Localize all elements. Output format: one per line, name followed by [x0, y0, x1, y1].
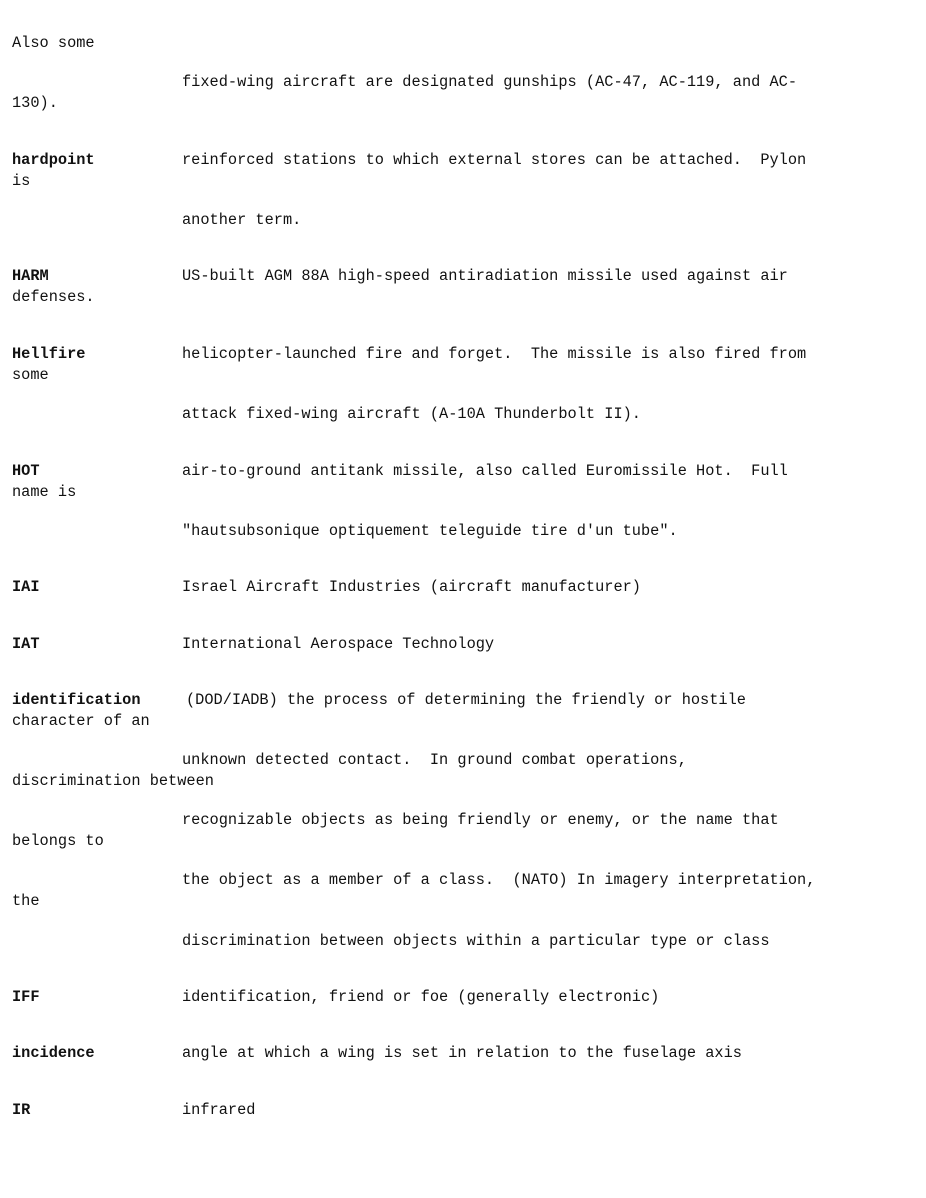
definition-line: identification, friend or foe (generally electronic): [182, 988, 660, 1006]
definition-line: discrimination between objects within a particular type or class: [182, 932, 770, 950]
definition-wrap: the: [12, 892, 40, 910]
definition-wrap: some: [12, 366, 49, 384]
definition-wrap: name is: [12, 483, 77, 501]
glossary-term: Hellfire: [12, 345, 86, 363]
text-line: 130).: [12, 94, 58, 112]
glossary-term: HOT: [12, 462, 40, 480]
glossary-term: IAI: [12, 578, 40, 596]
definition-line: reinforced stations to which external stores can be attached. Pylon: [182, 151, 807, 169]
definition-wrap: is: [12, 172, 31, 190]
glossary-term: IR: [12, 1101, 31, 1119]
text-line: Also some: [12, 34, 95, 52]
definition-line: unknown detected contact. In ground combat operations,: [182, 751, 687, 769]
definition-wrap: belongs to: [12, 832, 104, 850]
definition-wrap: defenses.: [12, 288, 95, 306]
glossary-term: hardpoint: [12, 151, 95, 169]
glossary-term: IFF: [12, 988, 40, 1006]
definition-line: recognizable objects as being friendly or enemy, or the name that: [182, 811, 779, 829]
definition-wrap: discrimination between: [12, 772, 214, 790]
definition-line: helicopter-launched fire and forget. The missile is also fired from: [182, 345, 807, 363]
glossary-term: HARM: [12, 267, 49, 285]
definition-line: the object as a member of a class. (NATO) In imagery interpretation,: [182, 871, 816, 889]
glossary-term: incidence: [12, 1044, 95, 1062]
definition-wrap: character of an: [12, 712, 150, 730]
definition-line: (DOD/IADB) the process of determining the friendly or hostile: [186, 691, 746, 709]
definition-line: US-built AGM 88A high-speed antiradiation missile used against air: [182, 267, 788, 285]
definition-line: attack fixed-wing aircraft (A-10A Thunderbolt II).: [182, 405, 641, 423]
definition-line: infrared: [182, 1101, 256, 1119]
definition-line: "hautsubsonique optiquement teleguide tire d'un tube".: [182, 522, 678, 540]
glossary-term: identification: [12, 691, 141, 709]
text-line: fixed-wing aircraft are designated gunships (AC-47, AC-119, and AC-: [182, 73, 798, 91]
definition-line: air-to-ground antitank missile, also called Euromissile Hot. Full: [182, 462, 788, 480]
definition-line: another term.: [182, 211, 302, 229]
definition-line: International Aerospace Technology: [182, 635, 495, 653]
definition-line: angle at which a wing is set in relation to the fuselage axis: [182, 1044, 742, 1062]
definition-line: Israel Aircraft Industries (aircraft manufacturer): [182, 578, 641, 596]
glossary-term: IAT: [12, 635, 40, 653]
